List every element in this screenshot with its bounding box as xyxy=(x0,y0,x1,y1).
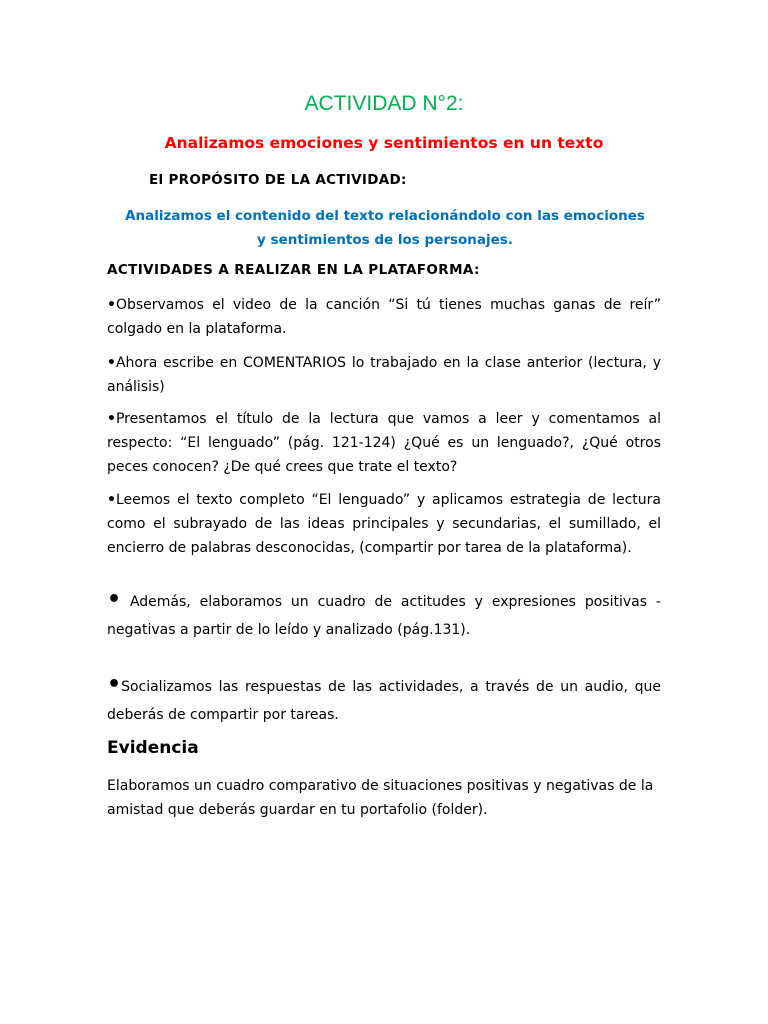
bullet-icon: • xyxy=(107,492,116,508)
activity-item-text: Leemos el texto completo “El lenguado” y aplicamos estrategia de lectura como el subrayado de las ideas principales y secundarias, el sumillado, el encierro de palabras desconocidas, (compartir por tarea de la plataforma). xyxy=(107,492,661,556)
activity-item xyxy=(107,588,661,644)
activities-heading: ACTIVIDADES A REALIZAR EN LA PLATAFORMA: xyxy=(107,262,480,278)
activity-item xyxy=(107,407,661,479)
activity-item xyxy=(107,293,661,341)
bullet-icon: • xyxy=(107,672,122,697)
evidence-text: Elaboramos un cuadro comparativo de situaciones positivas y negativas de la amistad que deberás guardar en tu portafolio (folder). xyxy=(107,778,654,818)
bullet-icon: • xyxy=(107,587,122,612)
purpose-text: Analizamos el contenido del texto relacionándolo con las emociones y sentimientos de los personajes. xyxy=(125,208,645,248)
activity-item-text: Observamos el video de la canción “Si tú tienes muchas ganas de reír” colgado en la plataforma. xyxy=(107,297,661,337)
evidence-heading: Evidencia xyxy=(107,738,199,758)
activity-item xyxy=(107,673,661,729)
bullet-icon: • xyxy=(107,355,116,371)
activity-title: ACTIVIDAD N°2: xyxy=(304,92,464,115)
activity-subtitle: Analizamos emociones y sentimientos en un texto xyxy=(164,134,604,152)
activity-item-text: Ahora escribe en COMENTARIOS lo trabajado en la clase anterior (lectura, y análisis) xyxy=(107,355,661,395)
activity-item xyxy=(107,488,661,560)
purpose-heading: El PROPÓSITO DE LA ACTIVIDAD: xyxy=(149,172,407,188)
bullet-icon: • xyxy=(107,297,116,313)
activity-item-text: Además, elaboramos un cuadro de actitudes y expresiones positivas - negativas a partir de lo leído y analizado (pág.131). xyxy=(107,594,661,638)
activity-item xyxy=(107,351,661,399)
bullet-icon: • xyxy=(107,411,116,427)
activity-item-text: Presentamos el título de la lectura que vamos a leer y comentamos al respecto: “El lenguado” (pág. 121-124) ¿Qué es un lenguado?, ¿Qué otros peces conocen? ¿De qué crees que trate el texto? xyxy=(107,411,661,475)
activity-item-text: Socializamos las respuestas de las actividades, a través de un audio, que deberás de compartir por tareas. xyxy=(107,679,661,723)
